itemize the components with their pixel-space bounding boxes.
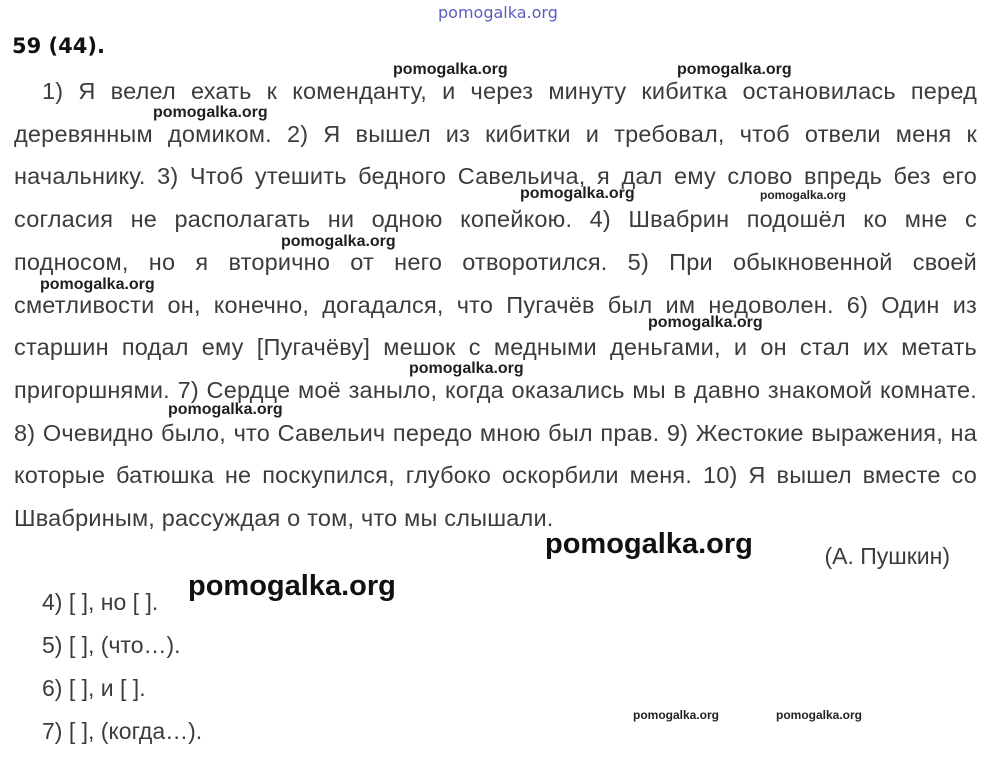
- watermark: pomogalka.org: [520, 185, 635, 202]
- author-attribution: (А. Пушкин): [824, 543, 950, 569]
- watermark: pomogalka.org: [168, 401, 283, 418]
- exercise-number: 59 (44).: [12, 34, 105, 58]
- watermark: pomogalka.org: [409, 360, 524, 377]
- scheme-5: 5) [ ], (что…).: [42, 632, 181, 658]
- scheme-7: 7) [ ], (когда…).: [42, 718, 203, 744]
- watermark-top: pomogalka.org: [438, 3, 558, 22]
- watermark: pomogalka.org: [281, 233, 396, 250]
- watermark: pomogalka.org: [40, 276, 155, 293]
- scheme-6: 6) [ ], и [ ].: [42, 675, 146, 701]
- watermark: pomogalka.org: [648, 314, 763, 331]
- watermark: pomogalka.org: [393, 61, 508, 78]
- watermark: pomogalka.org: [776, 708, 863, 722]
- watermark: pomogalka.org: [545, 528, 753, 560]
- scheme-4: 4) [ ], но [ ].: [42, 589, 159, 615]
- watermark: pomogalka.org: [760, 188, 847, 202]
- sentence-schemes: [42, 584, 202, 756]
- watermark: pomogalka.org: [633, 708, 720, 722]
- watermark: pomogalka.org: [153, 104, 268, 121]
- watermark: pomogalka.org: [677, 61, 792, 78]
- passage-text: [14, 70, 977, 540]
- passage-body: 1) Я велел ехать к коменданту, и через минуту кибитка остановилась перед деревянным домиком. 2) Я вышел из кибитки и требовал, чтоб отвели меня к начальнику. 3) Чтоб утешить бедного Савельича, я дал ему слово впредь без его согласия не располагать ни одною копейкою. 4) Швабрин подошёл ко мне с подносом, но я вторично от него отворотился. 5) При обыкновенной своей сметливости он, конечно, догадался, что Пугачёв был им недоволен. 6) Один из старшин подал ему [Пугачёву] мешок с медными деньгами, и он стал их метать пригоршнями. 7) Сердце моё заныло, когда оказались мы в давно знакомой комнате. 8) Очевидно было, что Савельич передо мною был прав. 9) Жестокие выражения, на которые батюшка не поскупился, глубоко оскорбили меня. 10) Я вышел вместе со Швабриным, рассуждая о том, что мы слышали.: [14, 78, 977, 532]
- watermark: pomogalka.org: [188, 570, 396, 602]
